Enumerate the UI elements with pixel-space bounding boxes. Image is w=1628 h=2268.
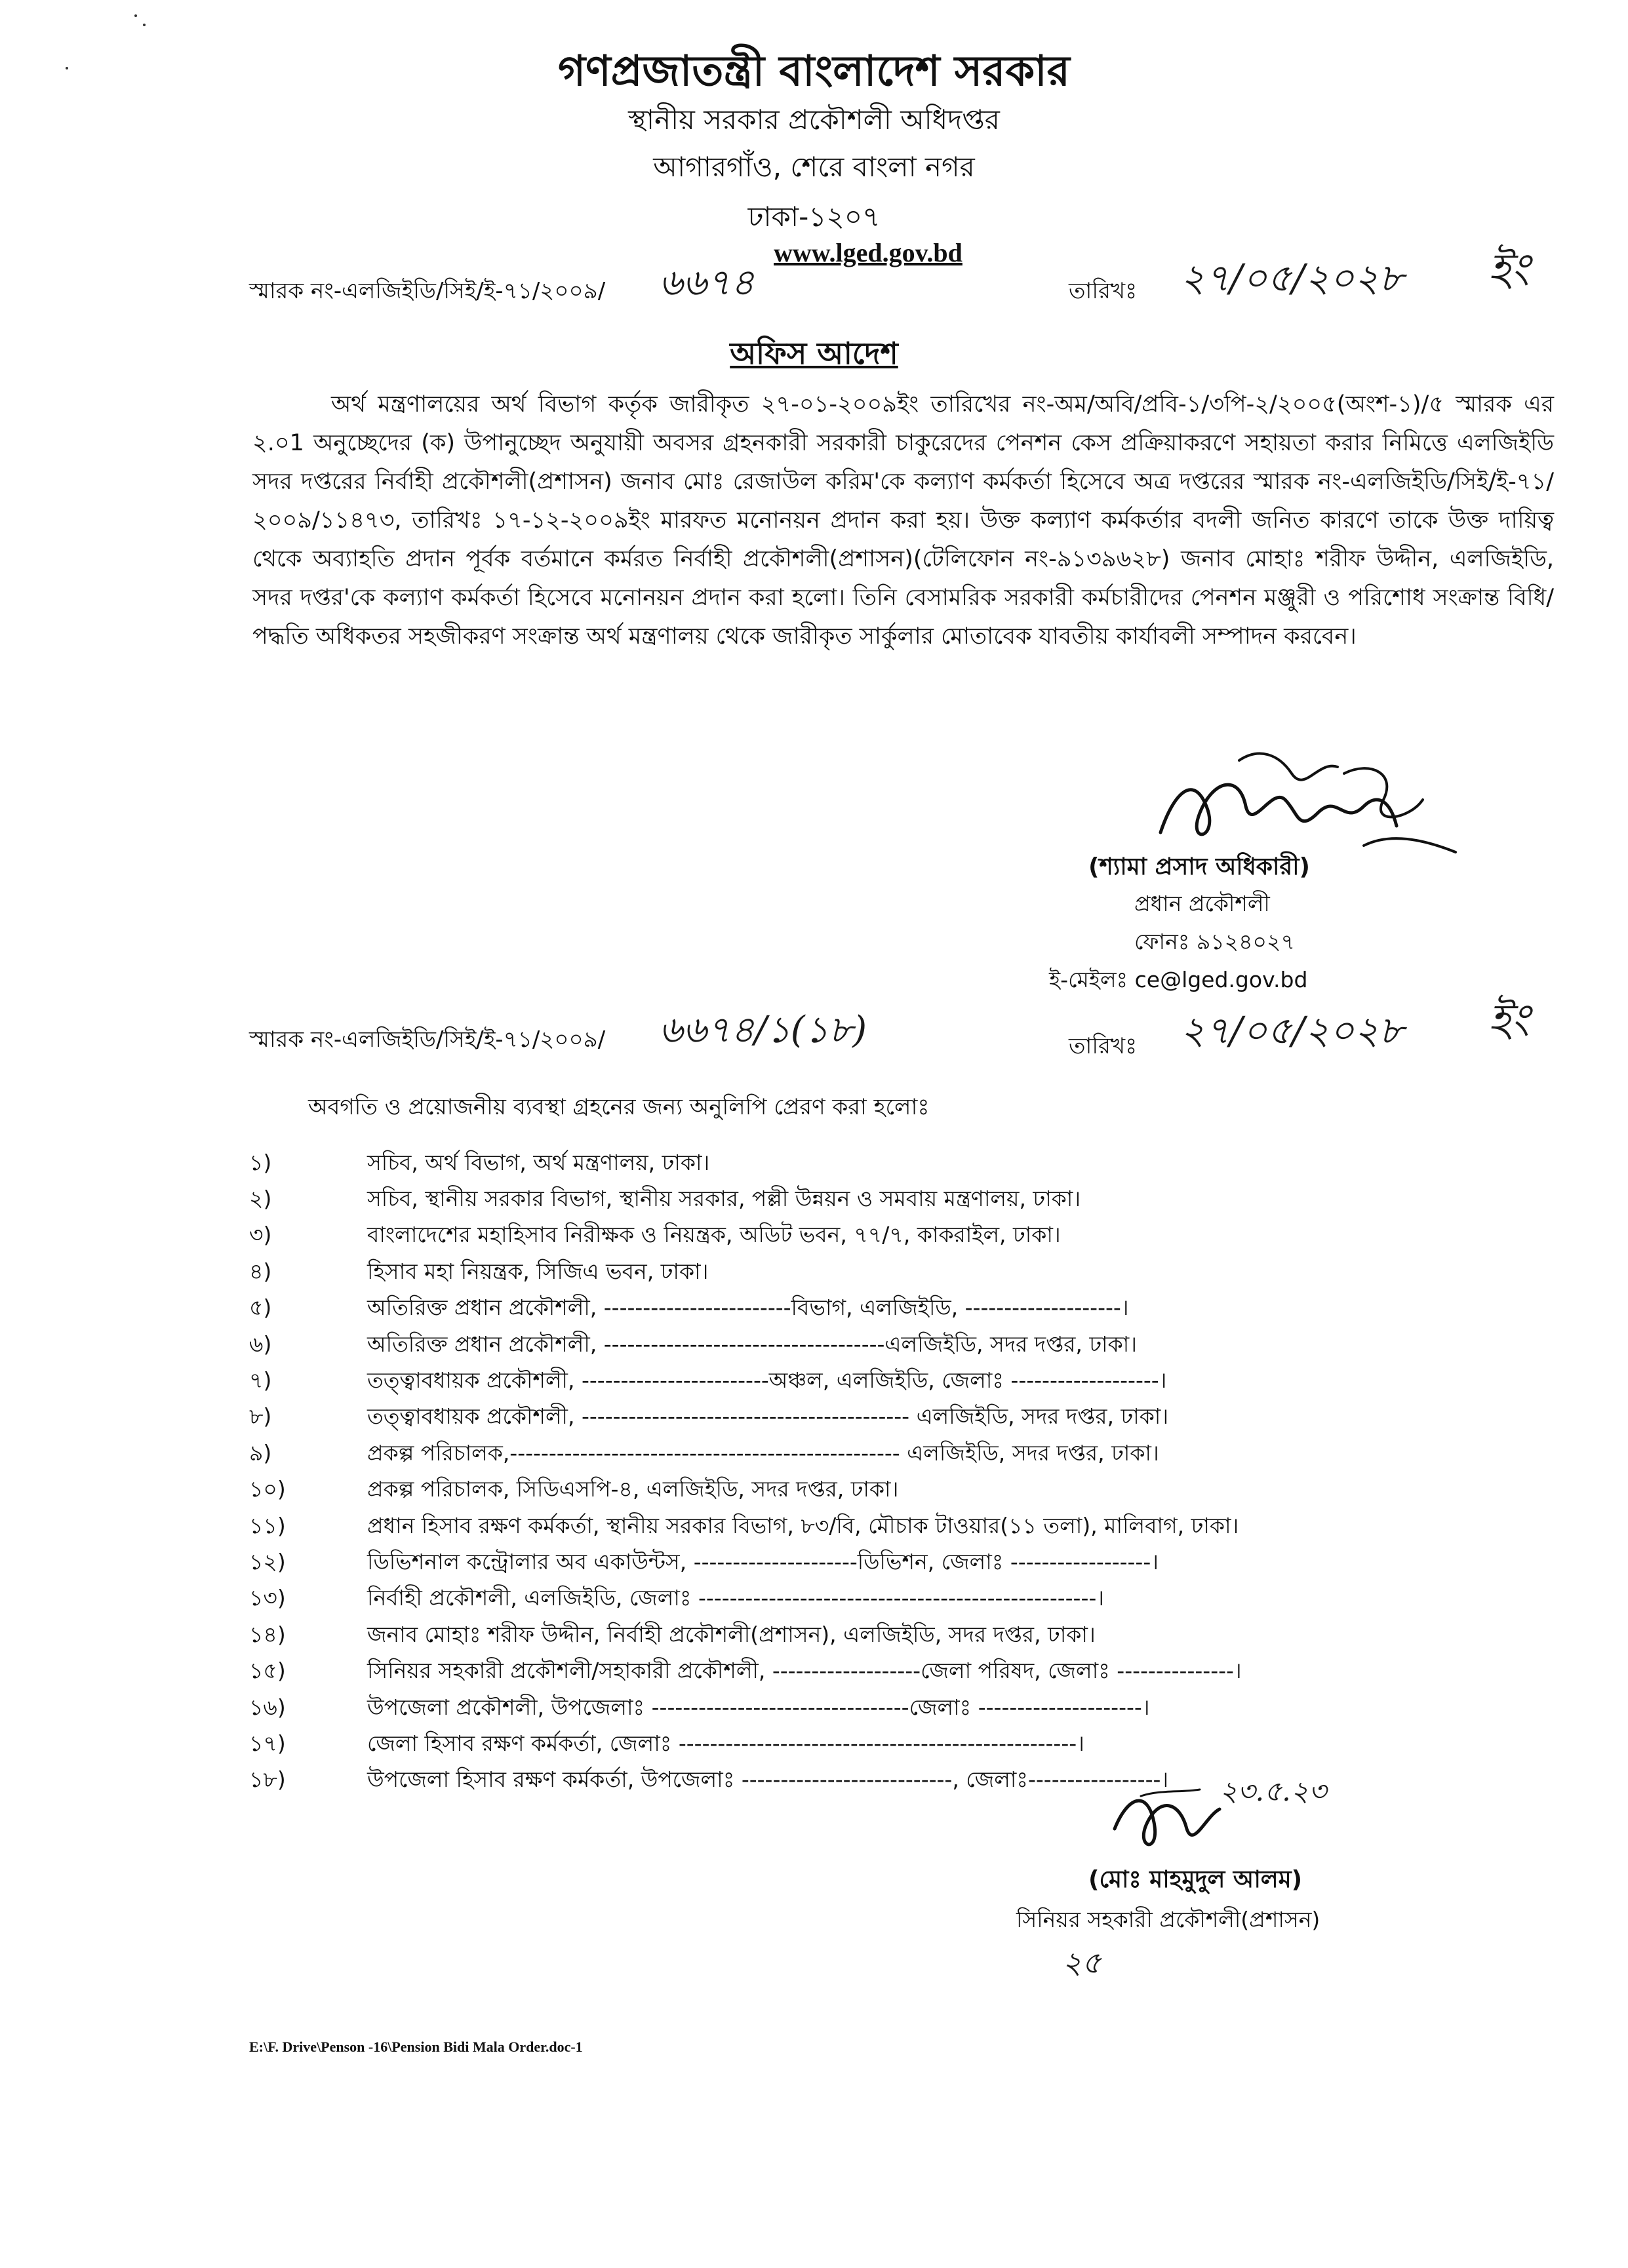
recipient-text: প্রকল্প পরিচালক,-------------------------------------------------- এলজিইডি, সদর দপ্তর, ঢাকা। <box>367 1439 1159 1466</box>
recipient-text: হিসাব মহা নিয়ন্ত্রক, সিজিএ ভবন, ঢাকা। <box>367 1258 709 1284</box>
recipient-text: অতিরিক্ত প্রধান প্রকৌশলী, ------------------------বিভাগ, এলজিইডি, --------------------। <box>367 1295 1129 1321</box>
recipient-row <box>249 1509 1515 1545</box>
letterhead-website: www.lged.gov.bd <box>774 238 963 267</box>
memo2-handwritten-date: ২৭/০৫/২০২৮ <box>1180 1008 1404 1053</box>
recipient-number: ১০) <box>249 1476 286 1502</box>
recipient-text: তত্ত্বাবধায়ক প্রকৌশলী, ------------------------অঞ্চল, এলজিইডি, জেলাঃ -------------------। <box>367 1367 1167 1394</box>
order-body: অর্থ মন্ত্রণালয়ের অর্থ বিভাগ কর্তৃক জারীকৃত ২৭-০১-২০০৯ইং তারিখের নং-অম/অবি/প্রবি-১/৩পি-২/২০০৫(অংশ-১)/৫ স্মারক এর ২.০1 অনুচ্ছেদের (ক) উপানুচ্ছেদ অনুযায়ী অবসর গ্রহনকারী সরকারী চাকুরেদের পেনশন কেস প্রক্রিয়াকরণে সহায়তা করার নিমিত্তে এলজিইডি সদর দপ্তরের নির্বাহী প্রকৌশলী(প্রশাসন) জনাব মোঃ রেজাউল করিম'কে কল্যাণ কর্মকর্তা হিসেবে অত্র দপ্তরের স্মারক নং-এলজিইডি/সিই/ই-৭১/ ২০০৯/১১৪৭৩, তারিখঃ ১৭-১২-২০০৯ইং মারফত মনোনয়ন প্রদান করা হয়। উক্ত কল্যাণ কর্মকর্তার বদলী জনিত কারণে তাকে উক্ত দায়িত্ব থেকে অব্যাহতি প্রদান পূর্বক বর্তমানে কর্মরত নির্বাহী প্রকৌশলী(প্রশাসন)(টেলিফোন নং-৯১৩৯৬২৮) জনাব মোহাঃ শরীফ উদ্দীন, এলজিইডি, সদর দপ্তর'কে কল্যাণ কর্মকর্তা হিসেবে মনোনয়ন প্রদান করা হলো। তিনি বেসামরিক সরকারী কর্মচারীদের পেনশন মঞ্জুরী ও পরিশোধ সংক্রান্ত বিধি/পদ্ধতি অধিকতর সহজীকরণ সংক্রান্ত অর্থ মন্ত্রণালয় থেকে জারীকৃত সার্কুলার মোতাবেক যাবতীয় কার্যাবলী সম্পাদন করবেন। <box>252 391 1554 650</box>
recipient-row <box>249 1654 1515 1690</box>
recipient-list <box>249 1146 1515 1799</box>
footer-file-path: E:\F. Drive\Penson -16\Pension Bidi Mala Order.doc-1 <box>249 2039 583 2055</box>
memo1-date-label: তারিখঃ <box>1069 278 1138 304</box>
recipient-row <box>249 1146 1515 1182</box>
recipient-number: ১৩) <box>249 1585 286 1611</box>
recipient-text: জনাব মোহাঃ শরীফ উদ্দীন, নির্বাহী প্রকৌশলী(প্রশাসন), এলজিইডি, সদর দপ্তর, ঢাকা। <box>367 1621 1096 1647</box>
recipient-number: ৮) <box>249 1403 272 1430</box>
memo2-prefix: স্মারক নং-এলজিইডি/সিই/ই-৭১/২০০৯/ <box>249 1026 606 1053</box>
memo1-handwritten-number: ৬৬৭৪ <box>659 262 755 304</box>
recipient-text: উপজেলা প্রকৌশলী, উপজেলাঃ ---------------------------------জেলাঃ ---------------------। <box>367 1694 1150 1720</box>
recipient-row <box>249 1691 1515 1727</box>
recipient-row <box>249 1618 1515 1654</box>
memo2-date-label: তারিখঃ <box>1069 1033 1138 1059</box>
recipient-number: ১২) <box>249 1549 286 1574</box>
recipient-text: নির্বাহী প্রকৌশলী, এলজিইডি, জেলাঃ ---------------------------------------------------। <box>367 1585 1105 1611</box>
signatory1-phone: ফোনঃ ৯১২৪০২৭ <box>1134 929 1295 954</box>
recipient-text: তত্ত্বাবধায়ক প্রকৌশলী, ------------------------------------------ এলজিইডি, সদর দপ্তর, ঢাকা। <box>367 1403 1169 1430</box>
recipient-row <box>249 1473 1515 1509</box>
memo2-suffix: ইং <box>1488 994 1530 1045</box>
order-title: অফিস আদেশ <box>730 336 898 371</box>
memo2-handwritten-number: ৬৬৭৪/১(১৮) <box>659 1009 867 1051</box>
recipient-row <box>249 1582 1515 1618</box>
recipient-text: উপজেলা হিসাব রক্ষণ কর্মকর্তা, উপজেলাঃ ---------------------------, জেলাঃ-----------------। <box>367 1767 1169 1793</box>
signature-senior-assistant-engineer <box>1102 1770 1233 1862</box>
recipient-number: ১) <box>249 1149 272 1175</box>
recipient-row <box>249 1327 1515 1363</box>
signatory2-initials: ২৫ <box>1062 1945 1102 1980</box>
letterhead-address: আগারগাঁও, শেরে বাংলা নগর <box>653 151 975 183</box>
recipient-text: সচিব, অর্থ বিভাগ, অর্থ মন্ত্রণালয়, ঢাকা। <box>367 1149 710 1175</box>
recipient-number: ১১) <box>249 1512 286 1538</box>
signatory1-designation: প্রধান প্রকৌশলী <box>1134 891 1270 916</box>
signatory2-name: (মোঃ মাহমুদুল আলম) <box>1088 1866 1303 1893</box>
letterhead-title: গণপ্রজাতন্ত্রী বাংলাদেশ সরকার <box>558 47 1070 96</box>
recipient-text: ডিভিশনাল কন্ট্রোলার অব একাউন্টস, ---------------------ডিভিশন, জেলাঃ ------------------। <box>367 1549 1159 1574</box>
signatory1-name: (শ্যামা প্রসাদ অধিকারী) <box>1088 853 1310 880</box>
recipient-text: অতিরিক্ত প্রধান প্রকৌশলী, ------------------------------------এলজিইডি, সদর দপ্তর, ঢাকা। <box>367 1331 1138 1357</box>
recipient-number: ২) <box>249 1186 272 1212</box>
recipient-row <box>249 1219 1515 1255</box>
recipient-number: ১৪) <box>249 1621 286 1647</box>
recipient-number: ১৭) <box>249 1730 286 1756</box>
scan-speck <box>143 24 146 26</box>
recipient-row <box>249 1363 1515 1399</box>
signatory1-email: ই-মেইলঃ ce@lged.gov.bd <box>1049 967 1308 992</box>
recipient-number: ৯) <box>249 1439 272 1466</box>
recipient-row <box>249 1436 1515 1472</box>
recipient-text: প্রধান হিসাব রক্ষণ কর্মকর্তা, স্থানীয় সরকার বিভাগ, ৮৩/বি, মৌচাক টাওয়ার(১১ তলা), মালিবাগ, ঢাকা। <box>367 1512 1239 1538</box>
letterhead-city: ঢাকা-১২০৭ <box>747 201 881 233</box>
recipient-number: ১৬) <box>249 1694 286 1720</box>
recipient-number: ১৮) <box>249 1767 286 1793</box>
recipient-number: ৩) <box>249 1222 272 1248</box>
recipient-row <box>249 1400 1515 1436</box>
recipient-text: জেলা হিসাব রক্ষণ কর্মকর্তা, জেলাঃ ---------------------------------------------------। <box>367 1730 1084 1756</box>
recipient-text: বাংলাদেশের মহাহিসাব নিরীক্ষক ও নিয়ন্ত্রক, অডিট ভবন, ৭৭/৭, কাকরাইল, ঢাকা। <box>367 1222 1061 1248</box>
recipient-row <box>249 1545 1515 1581</box>
recipient-row <box>249 1182 1515 1218</box>
recipient-number: ১৫) <box>249 1658 286 1684</box>
recipient-row <box>249 1255 1515 1291</box>
signature2-handwritten-date: ২৩.৫.২৩ <box>1220 1775 1327 1807</box>
recipient-number: ৭) <box>249 1367 272 1394</box>
recipient-row <box>249 1727 1515 1763</box>
copy-intro: অবগতি ও প্রয়োজনীয় ব্যবস্থা গ্রহনের জন্য অনুলিপি প্রেরণ করা হলোঃ <box>308 1094 930 1120</box>
memo1-prefix: স্মারক নং-এলজিইডি/সিই/ই-৭১/২০০৯/ <box>249 278 606 304</box>
letterhead-department: স্থানীয় সরকার প্রকৌশলী অধিদপ্তর <box>628 104 1000 136</box>
recipient-text: সিনিয়র সহকারী প্রকৌশলী/সহাকারী প্রকৌশলী, -------------------জেলা পরিষদ, জেলাঃ ---------------। <box>367 1658 1242 1684</box>
recipient-number: ৬) <box>249 1331 272 1357</box>
recipient-text: প্রকল্প পরিচালক, সিডিএসপি-৪, এলজিইডি, সদর দপ্তর, ঢাকা। <box>367 1476 899 1502</box>
recipient-number: ৪) <box>249 1258 272 1284</box>
scan-speck <box>134 14 137 17</box>
recipient-row <box>249 1291 1515 1327</box>
recipient-number: ৫) <box>249 1295 272 1321</box>
recipient-text: সচিব, স্থানীয় সরকার বিভাগ, স্থানীয় সরকার, পল্লী উন্নয়ন ও সমবায় মন্ত্রণালয়, ঢাকা। <box>367 1186 1081 1212</box>
signatory2-designation: সিনিয়র সহকারী প্রকৌশলী(প্রশাসন) <box>1016 1907 1320 1932</box>
memo1-suffix: ইং <box>1488 244 1530 294</box>
memo1-handwritten-date: ২৭/০৫/২০২৮ <box>1180 256 1404 300</box>
